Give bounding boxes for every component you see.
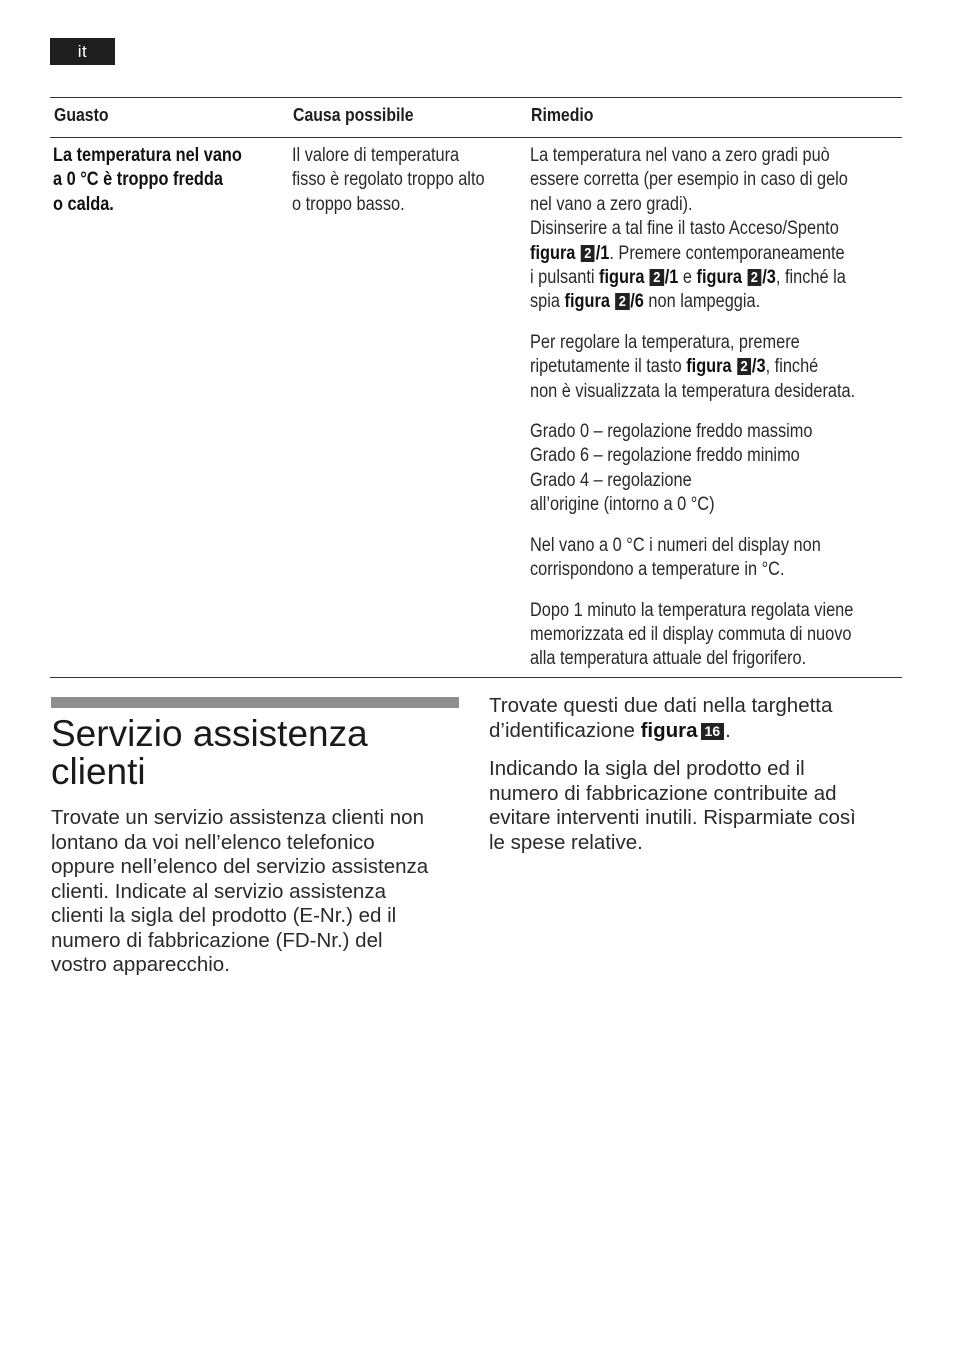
customer-service-paragraph (51, 806, 471, 978)
body-text: d’identificazione (489, 718, 641, 742)
body-line: evitare interventi inutili. Risparmiate così (489, 806, 856, 829)
fault-line: o calda. (53, 193, 114, 215)
body-line: clienti la sigla del prodotto (E-Nr.) ed il (51, 904, 397, 927)
remedy-paragraph-3 (530, 420, 898, 518)
rating-plate-paragraph (489, 694, 909, 743)
figure-ref: figura (686, 356, 732, 378)
remedy-line: Grado 6 – regolazione freddo minimo (530, 445, 800, 467)
table-header-row (50, 98, 902, 137)
remedy-text: i pulsanti (530, 267, 600, 289)
figure-number-box: 2 (615, 293, 629, 310)
remedy-text: ripetutamente il tasto (530, 356, 687, 378)
figure-item-ref: /6 (630, 291, 644, 313)
cause-cell (292, 144, 517, 217)
figure-number-box: 16 (701, 723, 725, 740)
body-line: numero di fabbricazione contribuite ad (489, 781, 837, 805)
remedy-line: Disinserire a tal fine il tasto Acceso/Spento (530, 218, 839, 240)
fault-line: La temperatura nel vano (53, 145, 242, 166)
body-line: clienti. Indicate al servizio assistenza (51, 879, 386, 903)
remedy-line: Dopo 1 minuto la temperatura regolata viene (530, 599, 854, 621)
cause-line: fisso è regolato troppo alto (292, 169, 485, 191)
section-title-line: clienti (51, 751, 146, 792)
remedy-line: corrispondono a temperature in °C. (530, 559, 785, 581)
body-line: oppure nell’elenco del servizio assistenza (51, 855, 429, 878)
remedy-line (530, 355, 898, 379)
figure-number-box: 2 (747, 269, 761, 286)
figure-ref: figura (530, 242, 576, 264)
troubleshooting-table (50, 97, 902, 678)
remedy-line (530, 242, 898, 266)
table-row (50, 138, 902, 677)
body-line: numero di fabbricazione (FD-Nr.) del (51, 928, 383, 952)
figure-item-ref: /3 (762, 267, 776, 289)
remedy-text: non lampeggia. (643, 291, 761, 313)
rating-plate-info (489, 694, 909, 869)
remedy-line: La temperatura nel vano a zero gradi può (530, 145, 830, 166)
remedy-line: non è visualizzata la temperatura desiderata. (530, 380, 856, 402)
remedy-paragraph-1 (530, 144, 898, 315)
section-divider-bar (51, 697, 459, 708)
remedy-line: Grado 4 – regolazione (530, 469, 692, 491)
header-fault: Guasto (54, 105, 109, 125)
remedy-text: . Premere contemporaneamente (609, 242, 845, 264)
body-line: Trovate un servizio assistenza clienti non (51, 806, 424, 829)
figure-ref: figura (564, 291, 610, 313)
figure-number-box: 2 (650, 269, 664, 286)
remedy-text: spia (530, 291, 565, 313)
remedy-line: all’origine (intorno a 0 °C) (530, 494, 715, 516)
remedy-line: alla temperatura attuale del frigorifero. (530, 648, 807, 670)
body-line: le spese relative. (489, 830, 643, 854)
figure-number-box: 2 (581, 245, 595, 262)
body-text: . (725, 718, 731, 742)
section-title-line: Servizio assistenza (51, 713, 368, 754)
cause-line: Il valore di temperatura (292, 145, 460, 166)
remedy-text: e (678, 267, 697, 289)
body-line: lontano da voi nell’elenco telefonico (51, 830, 375, 854)
remedy-text: , finché la (775, 267, 846, 289)
remedy-line (530, 290, 898, 314)
remedy-line: memorizzata ed il display commuta di nuovo (530, 623, 852, 645)
remedy-paragraph-2 (530, 331, 898, 404)
header-remedy: Rimedio (531, 105, 594, 125)
remedy-line: Per regolare la temperatura, premere (530, 331, 800, 353)
remedy-cell (530, 144, 898, 672)
body-line: Trovate questi due dati nella targhetta (489, 694, 833, 717)
remedy-paragraph-5 (530, 599, 898, 672)
figure-ref: figura (696, 267, 742, 289)
figure-ref: figura (640, 718, 698, 742)
section-title (51, 715, 368, 791)
remedy-text: , finché (765, 356, 819, 378)
product-code-paragraph (489, 757, 909, 855)
remedy-line: Grado 0 – regolazione freddo massimo (530, 421, 813, 443)
cause-line: o troppo basso. (292, 193, 405, 215)
body-line (489, 719, 909, 744)
body-line: vostro apparecchio. (51, 953, 230, 976)
language-badge: it (50, 38, 115, 65)
body-line: Indicando la sigla del prodotto ed il (489, 757, 805, 780)
remedy-line (530, 266, 898, 290)
remedy-line: nel vano a zero gradi). (530, 193, 693, 215)
fault-line: a 0 °C è troppo fredda (53, 169, 223, 191)
fault-cell (53, 144, 268, 217)
figure-item-ref: /3 (751, 356, 766, 378)
remedy-line: Nel vano a 0 °C i numeri del display non (530, 534, 821, 556)
figure-item-ref: /1 (595, 242, 610, 264)
header-cause: Causa possibile (293, 105, 414, 125)
figure-item-ref: /1 (664, 267, 679, 289)
figure-number-box: 2 (737, 358, 751, 375)
table-bottom-rule (50, 677, 902, 678)
remedy-line: essere corretta (per esempio in caso di gelo (530, 169, 848, 191)
remedy-paragraph-4 (530, 534, 898, 583)
figure-ref: figura (599, 267, 645, 289)
